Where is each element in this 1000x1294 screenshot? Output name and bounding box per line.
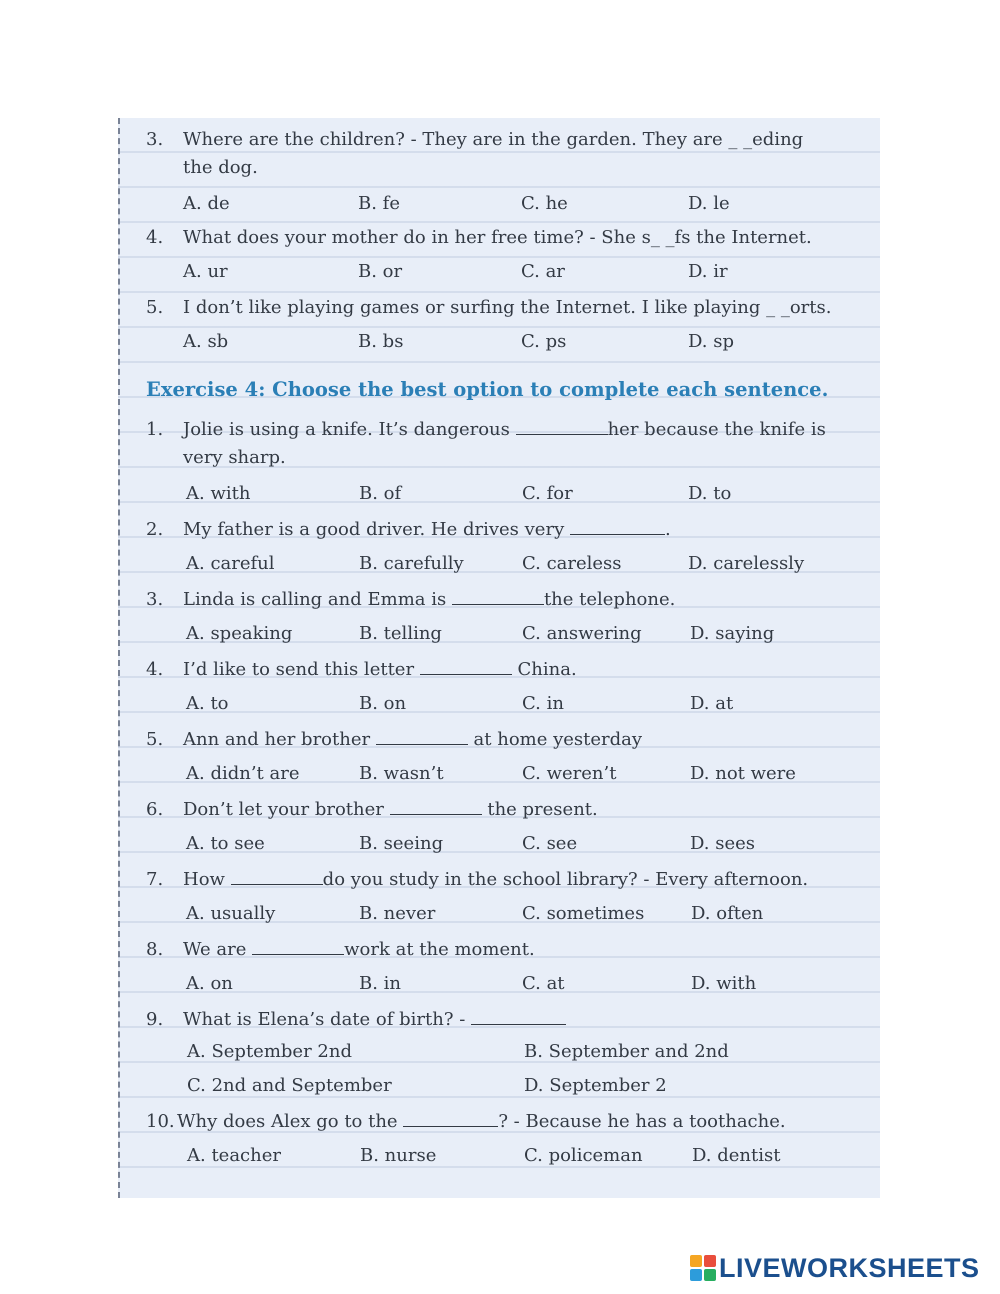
option-a[interactable]: A. with — [186, 483, 251, 504]
option-d[interactable]: D. September 2 — [524, 1075, 667, 1096]
option-c[interactable]: C. at — [522, 973, 565, 994]
option-d[interactable]: D. dentist — [692, 1145, 781, 1166]
worksheet-page — [118, 118, 880, 1198]
option-b[interactable]: B. or — [358, 261, 403, 282]
option-a[interactable]: A. sb — [183, 331, 229, 352]
exercise4-question-4: 4. I’d like to send this letter China. — [146, 659, 577, 680]
option-b[interactable]: B. bs — [358, 331, 404, 352]
option-a[interactable]: A. careful — [186, 553, 275, 574]
brand-wordmark: LIVEWORKSHEETS — [719, 1252, 980, 1283]
exercise4-question-5: 5. Ann and her brother at home yesterday — [146, 729, 643, 750]
option-a[interactable]: A. on — [186, 973, 233, 994]
exercise4-question-2: 2. My father is a good driver. He drives very . — [146, 519, 671, 540]
answer-blank[interactable] — [252, 940, 344, 955]
exercise4-question-10: 10. Why does Alex go to the ? - Because he has a toothache. — [146, 1111, 786, 1132]
answer-blank[interactable] — [516, 420, 608, 435]
option-d[interactable]: D. le — [688, 193, 730, 214]
option-a[interactable]: A. de — [183, 193, 230, 214]
option-a[interactable]: A. teacher — [187, 1145, 281, 1166]
option-b[interactable]: B. wasn’t — [359, 763, 444, 784]
exercise4-question-9: 9. What is Elena’s date of birth? - — [146, 1006, 566, 1034]
option-c[interactable]: C. ar — [521, 261, 565, 282]
question-5: 5. I don’t like playing games or surfing the Internet. I like playing _ _orts. — [146, 297, 832, 318]
option-a[interactable]: A. didn’t are — [186, 763, 300, 784]
option-c[interactable]: C. sometimes — [522, 903, 645, 924]
answer-blank[interactable] — [570, 520, 665, 535]
question-4: 4. What does your mother do in her free time? - She s_ _fs the Internet. — [146, 227, 812, 248]
exercise4-question-8: 8. We are work at the moment. — [146, 939, 535, 960]
answer-blank[interactable] — [231, 870, 323, 885]
option-b[interactable]: B. nurse — [360, 1145, 437, 1166]
option-a[interactable]: A. to see — [186, 833, 265, 854]
option-d[interactable]: D. saying — [690, 623, 775, 644]
answer-blank[interactable] — [420, 660, 512, 675]
option-c[interactable]: C. for — [522, 483, 573, 504]
option-d[interactable]: D. to — [688, 483, 732, 504]
option-b[interactable]: B. fe — [358, 193, 400, 214]
option-d[interactable]: D. sp — [688, 331, 734, 352]
answer-blank[interactable] — [452, 590, 544, 605]
option-b[interactable]: B. telling — [359, 623, 442, 644]
option-a[interactable]: A. to — [186, 693, 229, 714]
exercise4-question-1: 1. Jolie is using a knife. It’s dangerous her because the knife is very sharp. — [146, 419, 826, 468]
exercise4-question-3: 3. Linda is calling and Emma is the telephone. — [146, 589, 676, 610]
logo-grid-icon — [690, 1255, 716, 1281]
option-a[interactable]: A. ur — [183, 261, 228, 282]
option-b[interactable]: B. never — [359, 903, 436, 924]
option-d[interactable]: D. not were — [690, 763, 796, 784]
option-c[interactable]: C. see — [522, 833, 578, 854]
option-d[interactable]: D. carelessly — [688, 553, 805, 574]
option-a[interactable]: A. September 2nd — [187, 1041, 352, 1062]
option-c[interactable]: C. careless — [522, 553, 622, 574]
answer-blank[interactable] — [471, 1010, 566, 1025]
option-d[interactable]: D. sees — [690, 833, 756, 854]
option-c[interactable]: C. ps — [521, 331, 567, 352]
exercise4-question-6: 6. Don’t let your brother the present. — [146, 799, 598, 820]
exercise-4-title: Exercise 4: Choose the best option to complete each sentence. — [146, 378, 829, 401]
option-a[interactable]: A. speaking — [186, 623, 293, 644]
option-a[interactable]: A. usually — [186, 903, 276, 924]
option-c[interactable]: C. answering — [522, 623, 642, 644]
answer-blank[interactable] — [403, 1112, 498, 1127]
option-c[interactable]: C. 2nd and September — [187, 1075, 392, 1096]
option-d[interactable]: D. ir — [688, 261, 728, 282]
option-b[interactable]: B. on — [359, 693, 407, 714]
exercise4-question-7: 7. How do you study in the school library? - Every afternoon. — [146, 869, 809, 890]
option-b[interactable]: B. in — [359, 973, 402, 994]
liveworksheets-logo — [690, 1252, 980, 1284]
option-c[interactable]: C. he — [521, 193, 568, 214]
option-c[interactable]: C. weren’t — [522, 763, 617, 784]
option-b[interactable]: B. September and 2nd — [524, 1041, 729, 1062]
answer-blank[interactable] — [376, 730, 468, 745]
option-b[interactable]: B. of — [359, 483, 402, 504]
option-d[interactable]: D. at — [690, 693, 734, 714]
answer-blank[interactable] — [390, 800, 482, 815]
question-3: 3. Where are the children? - They are in the garden. They are _ _eding the dog. — [146, 129, 804, 178]
option-c[interactable]: C. in — [522, 693, 564, 714]
option-d[interactable]: D. often — [691, 903, 764, 924]
option-c[interactable]: C. policeman — [524, 1145, 643, 1166]
option-b[interactable]: B. carefully — [359, 553, 464, 574]
option-d[interactable]: D. with — [691, 973, 757, 994]
option-b[interactable]: B. seeing — [359, 833, 444, 854]
